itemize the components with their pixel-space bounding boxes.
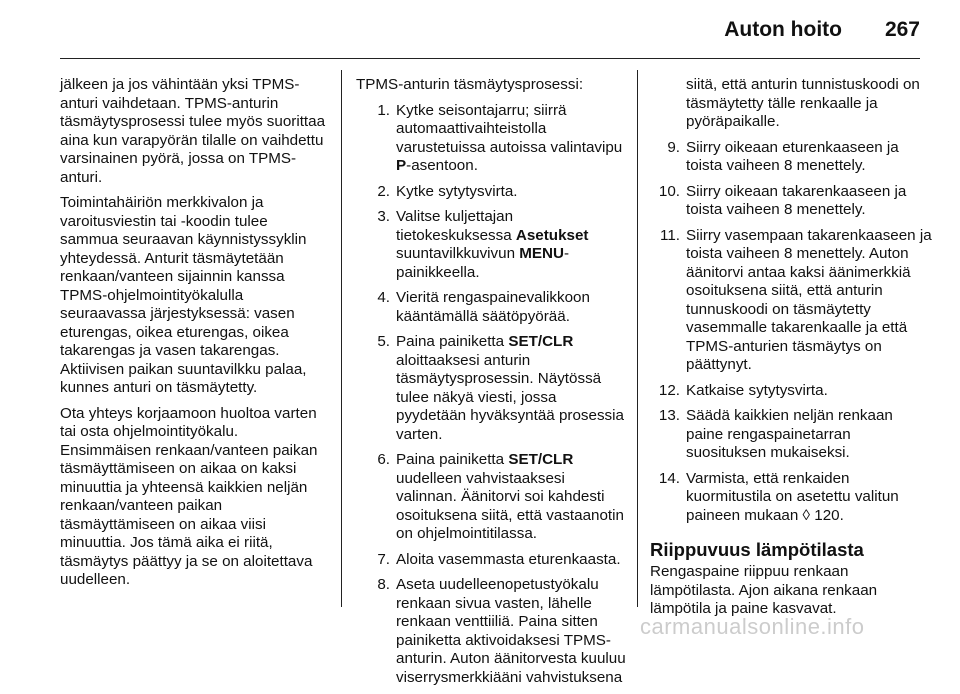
list-item [356, 576, 628, 687]
step-text: Siirry oikeaan takarenkaaseen ja toista vaiheen 8 menettely. [686, 182, 907, 218]
step-text-part: -painikkeella. [396, 245, 570, 281]
step-number: 1. [377, 101, 390, 119]
key-label: MENU [519, 245, 564, 262]
list-item [356, 451, 628, 544]
list-item [356, 208, 628, 282]
step-text-part: uudelleen vahvistaaksesi valinnan. Äänitorvi soi kahdesti osoituksena siitä, että vastaanotin on ohjelmointitilassa. [396, 469, 624, 542]
step-text-part: Paina painiketta [396, 451, 509, 468]
step-number: 9. [667, 138, 680, 156]
step-number: 7. [377, 550, 390, 568]
header-rule [60, 58, 920, 59]
paragraph: Rengaspaine riippuu renkaan lämpötilasta. Ajon aikana renkaan lämpötila ja paine kasvavat. [650, 563, 878, 617]
key-label: SET/CLR [508, 333, 574, 350]
step-number: 12. [658, 381, 680, 399]
page-number: 267 [884, 18, 920, 41]
step-text: Vieritä rengaspainevalikkoon kääntämällä säätöpyörää. [396, 289, 590, 325]
step-number: 13. [658, 407, 680, 424]
step-text: Katkaise sytytysvirta. [686, 381, 828, 399]
step-text [396, 333, 628, 444]
step-text: Aseta uudelleenopetustyökalu renkaan sivua vasten, lähelle renkaan venttiiliä. Paina sitten painiketta aktivoidaksesi TPMS-anturin. Auton äänitorvesta kuuluu viserrysmerkkiääni vahvistuksena [396, 576, 626, 686]
list-item [650, 470, 932, 526]
step-text: Siirry vasempaan takarenkaaseen ja toista vaiheen 8 menettely. Auton äänitorvi antaa kaksi äänimerkkiä osoituksena siitä, että anturin tunnuskoodi on täsmäytetty vasemmalle takarenkaalle ja että TPMS-anturien täsmäytys on päättynyt. [686, 226, 932, 373]
list-item [650, 139, 932, 176]
watermark: carmanualsonline.info [640, 614, 865, 639]
step-number: 8. [377, 576, 390, 593]
step-text [396, 102, 628, 176]
column-divider-2 [637, 70, 638, 607]
step-text-part: Valitse kuljettajan tietokeskuksessa [396, 208, 516, 244]
column-3 [650, 76, 932, 626]
step-number: 3. [377, 208, 390, 225]
paragraph: Ota yhteys korjaamoon huoltoa varten tai osta ohjelmointityökalu. Ensimmäisen renkaan/vanteen paikan täsmäyttämiseen on aikaa on kaksi minuuttia ja yhteensä kaikkien neljän renkaan/vanteen paikan täsmäyttämiseen on aikaa viisi minuuttia. Jos tämä aika ei riitä, täsmäytys päättyy ja se on aloitettava uudelleen. [60, 404, 318, 588]
list-item [356, 333, 628, 444]
step-text-part: Paina painiketta [396, 333, 509, 350]
list-item [356, 551, 628, 570]
list-item [356, 183, 628, 202]
page-header [0, 0, 960, 58]
step-number: 10. [658, 182, 680, 200]
step-text-part: suuntavilkkuvivun [396, 245, 520, 262]
step-text-part: -asentoon. [406, 157, 478, 174]
step-text-part: aloittaaksesi anturin täsmäytysprosessin. Näytössä tulee näkyä viesti, jossa pyydetään hyväksyntää prosessia varten. [396, 351, 624, 443]
list-item [650, 407, 932, 463]
paragraph: Toimintahäiriön merkkivalon ja varoitusviestin tai -koodin tulee sammua seuraavan käynnistyssyklin yhteydessä. Anturit täsmäytetään renkaan/vanteen sijainnin kanssa TPMS-ohjelmointityökalulla seuraavassa järjestyksessä: vasen eturengas, oikea eturengas, oikea takarengas ja vasen takarengas. Aktiivisen paikan suuntavilkku palaa, kunnes anturi on täsmäytetty. [60, 194, 307, 396]
step-continuation: siitä, että anturin tunnistuskoodi on täsmäytetty tälle renkaalle ja pyöräpaikalle. [686, 76, 920, 130]
list-item [650, 183, 932, 220]
step-number: 2. [377, 182, 390, 200]
list-item [650, 382, 932, 401]
step-text-part: Kytke seisontajarru; siirrä automaattivaihteistolla varustetuissa autoissa valintavipu [396, 101, 623, 156]
key-label: P [396, 157, 407, 174]
column-2 [356, 76, 628, 694]
list-intro: TPMS-anturin täsmäytysprosessi: [356, 76, 584, 93]
step-number: 4. [377, 289, 390, 306]
column-divider-1 [341, 70, 342, 607]
step-text: Aloita vasemmasta eturenkaasta. [396, 550, 621, 568]
step-number: 11. [660, 226, 680, 244]
step-text: Säädä kaikkien neljän renkaan paine rengaspainetarran suosituksen mukaiseksi. [686, 407, 893, 461]
list-item [356, 289, 628, 326]
section-heading: Riippuvuus lämpötilasta [650, 539, 864, 560]
menu-label: Asetukset [515, 226, 589, 244]
step-number: 6. [377, 451, 390, 468]
step-text: Varmista, että renkaiden kuormitustila on asetettu valitun paineen mukaan ◊ 120. [686, 469, 899, 524]
step-number: 5. [377, 333, 390, 350]
running-title: Auton hoito [724, 18, 842, 41]
column-1 [60, 76, 330, 597]
step-text [396, 208, 628, 282]
key-label: SET/CLR [508, 451, 574, 468]
step-text [396, 451, 628, 544]
list-item [356, 102, 628, 176]
step-number: 14. [658, 469, 680, 487]
step-text: Siirry oikeaan eturenkaaseen ja toista vaiheen 8 menettely. [686, 138, 899, 174]
paragraph: jälkeen ja jos vähintään yksi TPMS-anturi vaihdetaan. TPMS-anturin täsmäytysprosessi tulee myös suorittaa aina kun varapyörän tilalle on vaihdettu varsinainen pyörä, jossa on TPMS-anturi. [60, 76, 326, 186]
step-text: Kytke sytytysvirta. [396, 182, 518, 200]
list-item [650, 227, 932, 375]
